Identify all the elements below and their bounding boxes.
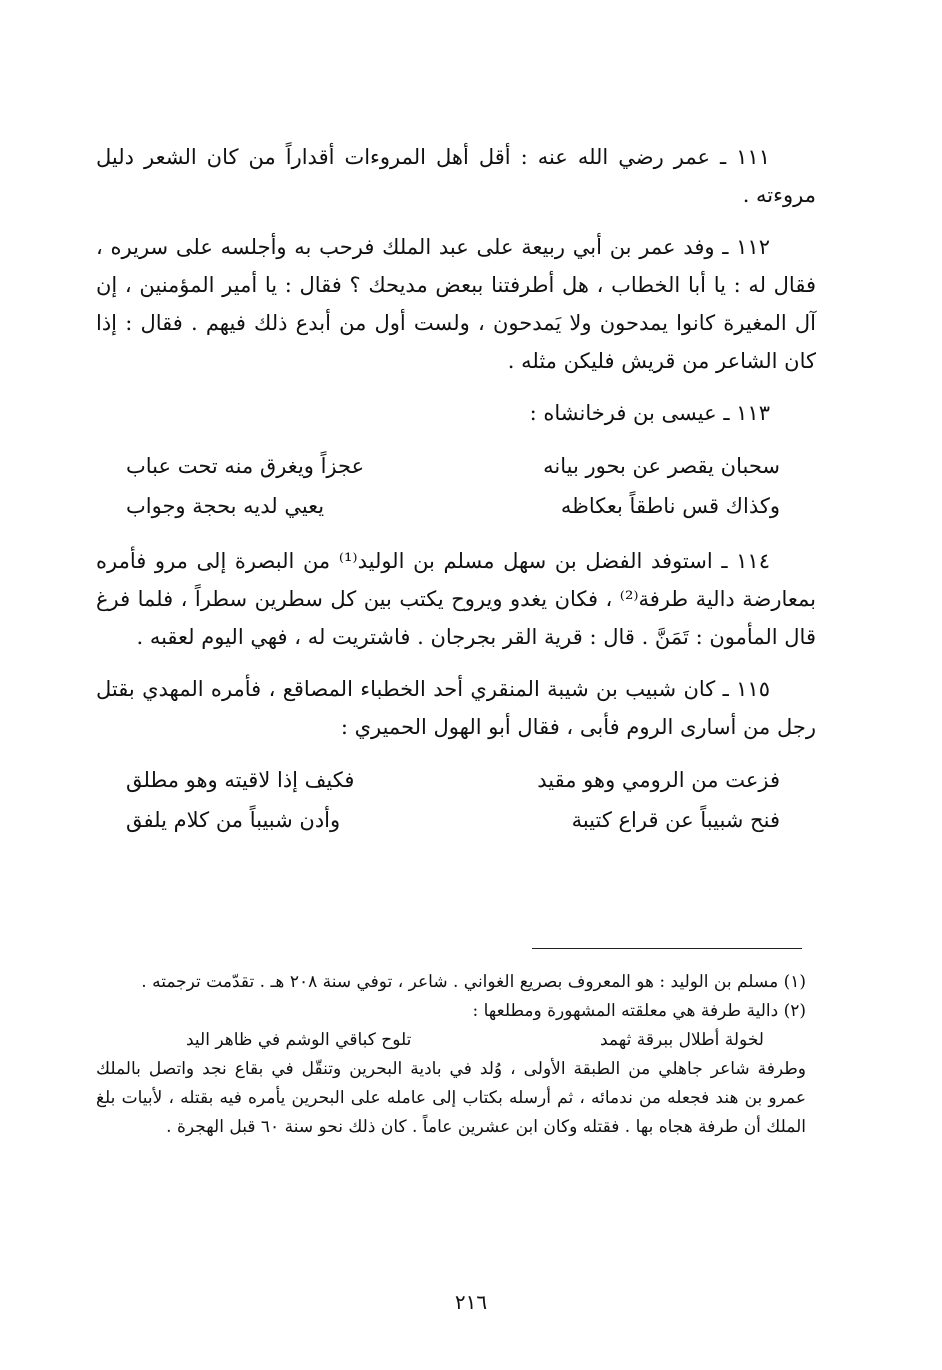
footnote-2: (٢) دالية طرفة هي معلقته المشهورة ومطلعها : [472, 1001, 806, 1021]
footnote-verse [96, 1026, 806, 1055]
verse-second-hemistich: تلوح كباقي الوشم في ظاهر اليد [186, 1030, 412, 1050]
verse-second-hemistich: وأدن شبيباً من كلام يلفق [126, 808, 341, 832]
footnote-divider [532, 948, 802, 949]
entry-111: ١١١ ـ عمر رضي الله عنه : أقل أهل المروءات أقداراً من كان الشعر دليل مروءته . [96, 145, 816, 207]
footnotes [96, 968, 806, 1142]
entry-112: ١١٢ ـ وفد عمر بن أبي ربيعة على عبد الملك فرحب به وأجلسه على سريره ، فقال له : يا أبا الخطاب ، هل أطرفتنا ببعض مديحك ؟ فقال : يا أمير المؤمنين ، إن آل المغيرة كانوا يمدحون ولا يَمدحون ، ولست أول من أبدع ذلك فيهم . فقال : إذا كان الشاعر من قريش فليكن مثله . [96, 235, 816, 373]
verse-line [96, 800, 816, 840]
verse-line [96, 446, 816, 486]
page-number: ٢١٦ [454, 1290, 488, 1314]
entry-115: ١١٥ ـ كان شبيب بن شيبة المنقري أحد الخطباء المصاقع ، فأمره المهدي بقتل رجل من أسارى الروم فأبى ، فقال أبو الهول الحميري : [96, 677, 816, 739]
footnote-2-text: وطرفة شاعر جاهلي من الطبقة الأولى ، وُلد في بادية البحرين وتنقّل في بقاع نجد واتصل بالملك عمرو بن هند فجعله من ندمائه ، ثم أرسله بكتاب إلى عامله على البحرين يأمره فيه بقتله ، لأبيات بلغ الملك أن طرفة هجاه بها . فقتله وكان ابن عشرين عاماً . كان ذلك نحو سنة ٦٠ قبل الهجرة . [96, 1059, 806, 1137]
entry-113: ١١٣ ـ عيسى بن فرخانشاه : [529, 401, 770, 425]
entry-115-poem [96, 760, 816, 840]
verse-second-hemistich: يعيي لديه بحجة وجواب [126, 494, 325, 518]
verse-first-hemistich: فزعت من الرومي وهو مقيد [537, 768, 780, 792]
verse-first-hemistich: سحبان يقصر عن بحور بيانه [543, 454, 780, 478]
verse-line [96, 760, 816, 800]
main-text [96, 138, 816, 856]
verse-second-hemistich: فكيف إذا لاقيته وهو مطلق [126, 768, 355, 792]
verse-first-hemistich: فنح شبيباً عن قراع كتيبة [571, 808, 780, 832]
verse-second-hemistich: عجزاً ويغرق منه تحت عباب [126, 454, 365, 478]
verse-line [96, 486, 816, 526]
footnote-1: (١) مسلم بن الوليد : هو المعروف بصريع الغواني . شاعر ، توفي سنة ٢٠٨ هـ . تقدّمت ترجمته . [141, 972, 806, 992]
entry-114: ١١٤ ـ استوفد الفضل بن سهل مسلم بن الوليد⁽¹⁾ من البصرة إلى مرو فأمره بمعارضة دالية طرفة⁽²⁾ ، فكان يغدو ويروح يكتب بين كل سطرين سطراً ، فلما فرغ قال المأمون : تَمَنَّ . قال : قرية القر بجرجان . فاشتريت له ، فهي اليوم لعقبه . [96, 549, 816, 649]
verse-first-hemistich: لخولة أطلال ببرقة ثهمد [600, 1030, 764, 1050]
verse-first-hemistich: وكذاك قس ناطقاً بعكاظه [560, 494, 780, 518]
entry-113-poem [96, 446, 816, 526]
